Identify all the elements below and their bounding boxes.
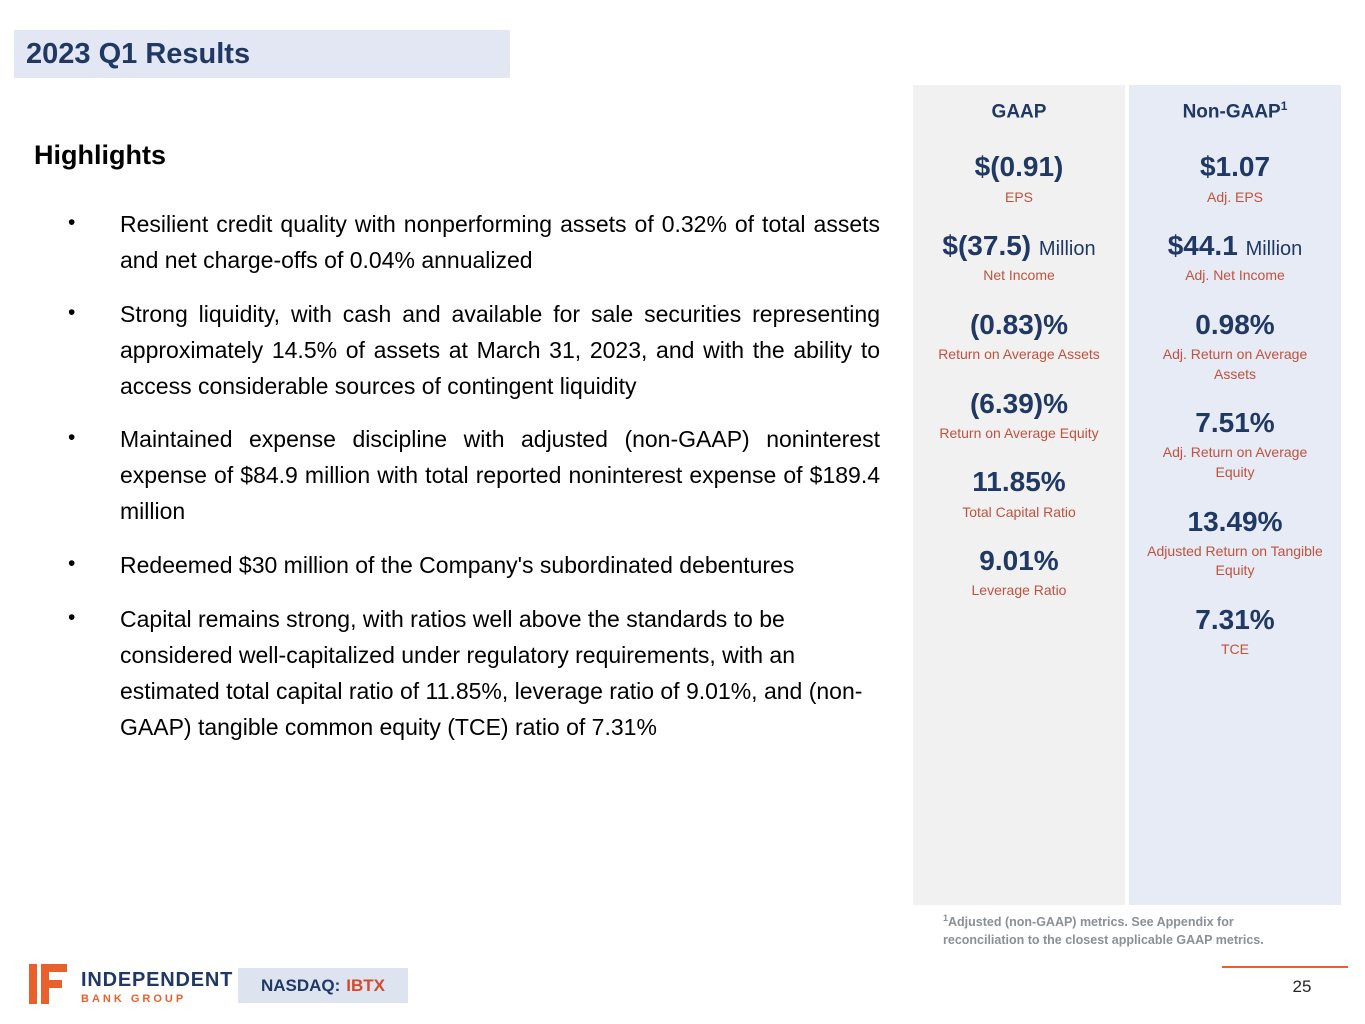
metric-value xyxy=(1129,151,1341,183)
metric-value xyxy=(1129,506,1341,538)
highlight-bullet: • Strong liquidity, with cash and available for sale securities representing approximately 14.5% of assets at March 31, 2023, and with the ability to access considerable sources of contingent liquidity xyxy=(68,297,880,405)
metric-value xyxy=(1129,604,1341,636)
non-gaap-header-label: Non-GAAP xyxy=(1182,101,1281,123)
gaap-header-label: GAAP xyxy=(991,101,1047,123)
metric-total-capital-ratio xyxy=(913,466,1125,522)
highlight-bullet: • Redeemed $30 million of the Company's subordinated debentures xyxy=(68,548,880,584)
metric-label: Adj. Return on Average Assets xyxy=(1162,346,1308,382)
metric-label: Adjusted Return on Tangible Equity xyxy=(1147,542,1323,579)
page-number: 25 xyxy=(1292,977,1312,996)
metric-value xyxy=(913,151,1125,183)
page-title: 2023 Q1 Results xyxy=(26,37,251,70)
metric-net-income xyxy=(913,230,1125,286)
non-gaap-column-header xyxy=(1129,99,1341,123)
non-gaap-header-superscript: 1 xyxy=(1280,99,1288,113)
metric-label: EPS xyxy=(1004,188,1033,205)
metric-suffix: Million xyxy=(1038,238,1096,261)
metric-value xyxy=(913,466,1125,498)
metric-adj-roae xyxy=(1129,407,1341,482)
metrics-panel xyxy=(913,85,1341,905)
metric-adj-eps xyxy=(1129,151,1341,207)
metric-label: Return on Average Assets xyxy=(938,346,1100,363)
metric-number: 11.85% xyxy=(972,466,1066,498)
metric-label: Adj. Net Income xyxy=(1185,267,1285,284)
metric-label: Total Capital Ratio xyxy=(962,503,1076,520)
ticker-symbol: IBTX xyxy=(346,975,386,995)
metric-value xyxy=(913,545,1125,577)
metric-number: $44.1 xyxy=(1167,230,1238,262)
footnote-text: Adjusted (non-GAAP) metrics. See Appendix for reconciliation to the closest applicable GAAP metrics. xyxy=(943,915,1264,948)
metric-value xyxy=(913,388,1125,420)
metric-suffix: Million xyxy=(1245,238,1303,261)
highlights-heading: Highlights xyxy=(34,140,166,170)
metric-number: (6.39)% xyxy=(969,387,1069,419)
metric-label: TCE xyxy=(1221,641,1249,658)
metric-roaa xyxy=(913,309,1125,365)
metric-adj-roaa xyxy=(1129,309,1341,384)
company-logo xyxy=(27,962,233,1011)
metric-leverage-ratio xyxy=(913,545,1125,601)
metric-number: $(37.5) xyxy=(942,230,1032,262)
metric-value xyxy=(1129,407,1341,439)
metric-eps xyxy=(913,151,1125,207)
nasdaq-ticker-badge xyxy=(238,968,408,1003)
metric-label: Adj. Return on Average Equity xyxy=(1162,444,1308,481)
page-number-rule xyxy=(1222,966,1348,968)
footnote-superscript: 1 xyxy=(943,913,949,923)
metric-label: Leverage Ratio xyxy=(971,582,1067,599)
metric-number: 9.01% xyxy=(979,545,1059,577)
metric-value xyxy=(913,309,1125,341)
highlight-bullet: • Resilient credit quality with nonperforming assets of 0.32% of total assets and net charge-offs of 0.04% annualized xyxy=(68,207,880,279)
metric-label: Return on Average Equity xyxy=(939,424,1099,441)
highlight-bullet: • Maintained expense discipline with adjusted (non-GAAP) noninterest expense of $84.9 million with total reported noninterest expense of $189.4 million xyxy=(68,422,880,530)
logo-company-name: INDEPENDENT xyxy=(81,968,234,991)
logo-text xyxy=(81,969,233,1005)
metric-number: $(0.91) xyxy=(974,151,1064,183)
gaap-column-header xyxy=(913,99,1125,123)
gaap-column xyxy=(913,85,1125,905)
bank-logo-icon xyxy=(27,962,71,1011)
metric-number: 7.31% xyxy=(1195,604,1275,636)
metric-number: 0.98% xyxy=(1195,308,1275,340)
metric-value xyxy=(1129,230,1341,262)
metric-roae xyxy=(913,388,1125,444)
metric-number: 7.51% xyxy=(1195,407,1275,439)
metric-tce xyxy=(1129,604,1341,660)
metric-number: $1.07 xyxy=(1199,151,1271,183)
metric-label: Net Income xyxy=(983,267,1055,284)
metric-value xyxy=(913,230,1125,262)
metric-number: 13.49% xyxy=(1187,505,1283,537)
metric-adj-net-income xyxy=(1129,230,1341,286)
slide-title-bar xyxy=(14,30,510,78)
highlights-list xyxy=(68,207,880,745)
metric-number: (0.83)% xyxy=(969,308,1069,340)
metric-label: Adj. EPS xyxy=(1206,188,1264,205)
non-gaap-column xyxy=(1129,85,1341,905)
highlight-bullet: • Capital remains strong, with ratios well above the standards to be considered well-capitalized under regulatory requirements, with an estimated total capital ratio of 11.85%, leverage ratio of 9.01%, and (non-GAAP) tangible common equity (TCE) ratio of 7.31% xyxy=(68,602,880,746)
metric-value xyxy=(1129,309,1341,341)
highlights-section xyxy=(34,140,880,763)
metric-adj-return-tangible-equity xyxy=(1129,506,1341,581)
nasdaq-label: NASDAQ: xyxy=(260,975,341,995)
logo-company-subtitle: BANK GROUP xyxy=(81,992,187,1005)
footnote xyxy=(943,912,1288,949)
